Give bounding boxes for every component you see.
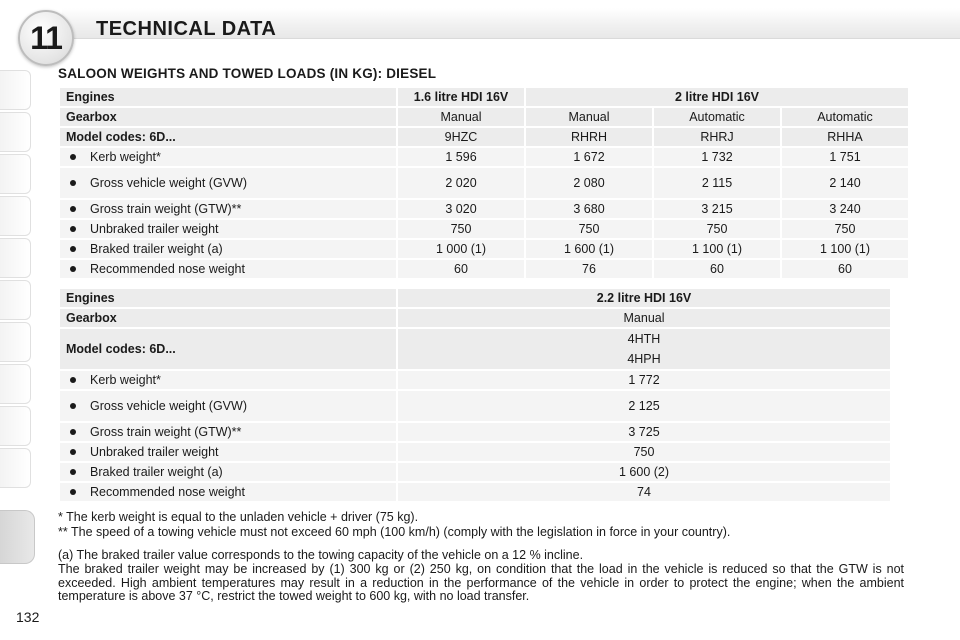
section-title: SALOON WEIGHTS AND TOWED LOADS (IN KG): DIESEL [58, 66, 437, 81]
diesel-weights-table-1 [58, 86, 910, 280]
bullet-icon [70, 403, 76, 409]
side-tab[interactable] [0, 448, 31, 488]
bullet-icon [70, 266, 76, 272]
row-label [60, 391, 396, 421]
value-cell: 750 [526, 220, 652, 238]
value-cell: 3 725 [398, 423, 890, 441]
value-cell: 2 115 [654, 168, 780, 198]
bullet-icon [70, 154, 76, 160]
value-cell: 1 600 (2) [398, 463, 890, 481]
page-title: TECHNICAL DATA [96, 18, 277, 40]
model-codes-label: Model codes: 6D... [60, 329, 396, 369]
value-cell: 74 [398, 483, 890, 501]
footnote-braked-a: (a) The braked trailer value corresponds to the towing capacity of the vehicle on a 12 % incline. [58, 548, 584, 562]
model-code-cell: RHRJ [654, 128, 780, 146]
value-cell: 2 140 [782, 168, 908, 198]
row-label-text: Kerb weight* [90, 373, 161, 387]
row-label-text: Gross vehicle weight (GVW) [90, 176, 247, 190]
bullet-icon [70, 246, 76, 252]
row-label [60, 240, 396, 258]
value-cell: 750 [654, 220, 780, 238]
value-cell: 2 125 [398, 391, 890, 421]
side-tab[interactable] [0, 154, 31, 194]
side-tab[interactable] [0, 112, 31, 152]
row-label [60, 168, 396, 198]
gearbox-cell: Automatic [654, 108, 780, 126]
value-cell: 60 [654, 260, 780, 278]
table-row [60, 260, 908, 278]
side-tab[interactable] [0, 196, 31, 236]
table-row [60, 391, 890, 421]
row-label [60, 148, 396, 166]
row-label-text: Gross vehicle weight (GVW) [90, 399, 247, 413]
footnote-speed: ** The speed of a towing vehicle must not exceed 60 mph (100 km/h) (comply with the legislation in force in your country). [58, 525, 731, 539]
row-label [60, 260, 396, 278]
footnote-braked-increase: The braked trailer weight may be increased by (1) 300 kg or (2) 250 kg, on condition that the load in the vehicle is reduced so that the GTW is not exceeded. High ambient temperatures may result in a reduction in the performance of the vehicle in order to protect the engine; when the ambient temperature is above 37 °C, restrict the towed weight to 600 kg, with no load transfer. [58, 562, 904, 603]
row-label-text: Unbraked trailer weight [90, 222, 219, 236]
gearbox-label: Gearbox [60, 108, 396, 126]
side-tab[interactable] [0, 406, 31, 446]
footnotes [58, 510, 904, 604]
table-row [60, 463, 890, 481]
gearbox-cell: Manual [398, 309, 890, 327]
chapter-badge: 11 [18, 10, 74, 66]
value-cell: 1 600 (1) [526, 240, 652, 258]
bullet-icon [70, 429, 76, 435]
row-label-text: Recommended nose weight [90, 485, 245, 499]
row-label-text: Recommended nose weight [90, 262, 245, 276]
row-label [60, 423, 396, 441]
value-cell: 3 215 [654, 200, 780, 218]
row-label-text: Unbraked trailer weight [90, 445, 219, 459]
value-cell: 1 672 [526, 148, 652, 166]
value-cell: 750 [782, 220, 908, 238]
row-label-text: Gross train weight (GTW)** [90, 425, 242, 439]
gearbox-cell: Automatic [782, 108, 908, 126]
side-tab[interactable] [0, 70, 31, 110]
side-tab[interactable] [0, 280, 31, 320]
table-row-gearbox [60, 108, 908, 126]
value-cell: 60 [782, 260, 908, 278]
model-code: 4HTH [627, 332, 661, 346]
side-tab[interactable] [0, 322, 31, 362]
value-cell: 750 [398, 443, 890, 461]
value-cell: 1 732 [654, 148, 780, 166]
bullet-icon [70, 377, 76, 383]
diesel-weights-table-2 [58, 287, 892, 503]
value-cell: 1 000 (1) [398, 240, 524, 258]
table-row [60, 168, 908, 198]
table-row-engines [60, 88, 908, 106]
value-cell: 76 [526, 260, 652, 278]
side-tab-active[interactable] [0, 510, 35, 564]
row-label-text: Gross train weight (GTW)** [90, 202, 242, 216]
footnote-kerb: * The kerb weight is equal to the unladen vehicle + driver (75 kg). [58, 510, 419, 524]
table-row-model-codes [60, 329, 890, 369]
engine-cell: 2.2 litre HDI 16V [398, 289, 890, 307]
table-row [60, 240, 908, 258]
row-label-text: Braked trailer weight (a) [90, 465, 223, 479]
gearbox-cell: Manual [526, 108, 652, 126]
engine-cell: 1.6 litre HDI 16V [398, 88, 524, 106]
model-code: 4HPH [627, 352, 661, 366]
engines-label: Engines [60, 289, 396, 307]
table-row-engines [60, 289, 890, 307]
value-cell: 3 020 [398, 200, 524, 218]
gearbox-cell: Manual [398, 108, 524, 126]
row-label [60, 443, 396, 461]
row-label-text: Kerb weight* [90, 150, 161, 164]
value-cell: 1 596 [398, 148, 524, 166]
row-label [60, 371, 396, 389]
side-tab[interactable] [0, 238, 31, 278]
row-label [60, 483, 396, 501]
side-tab[interactable] [0, 364, 31, 404]
row-label [60, 463, 396, 481]
value-cell: 1 100 (1) [654, 240, 780, 258]
table-row [60, 371, 890, 389]
value-cell: 60 [398, 260, 524, 278]
row-label [60, 200, 396, 218]
bullet-icon [70, 206, 76, 212]
page-header [0, 0, 960, 60]
table-row [60, 443, 890, 461]
model-code-cell: 9HZC [398, 128, 524, 146]
model-code-cell [398, 329, 890, 369]
engine-cell: 2 litre HDI 16V [526, 88, 908, 106]
value-cell: 3 240 [782, 200, 908, 218]
table-row-gearbox [60, 309, 890, 327]
bullet-icon [70, 489, 76, 495]
model-codes-label: Model codes: 6D... [60, 128, 396, 146]
value-cell: 1 100 (1) [782, 240, 908, 258]
table-row [60, 148, 908, 166]
value-cell: 2 080 [526, 168, 652, 198]
table-row [60, 423, 890, 441]
page-number: 132 [16, 609, 40, 625]
row-label [60, 220, 396, 238]
value-cell: 1 751 [782, 148, 908, 166]
chapter-side-tabs [0, 70, 34, 570]
row-label-text: Braked trailer weight (a) [90, 242, 223, 256]
bullet-icon [70, 469, 76, 475]
gearbox-label: Gearbox [60, 309, 396, 327]
value-cell: 3 680 [526, 200, 652, 218]
table-row [60, 220, 908, 238]
value-cell: 2 020 [398, 168, 524, 198]
value-cell: 750 [398, 220, 524, 238]
bullet-icon [70, 180, 76, 186]
model-code-cell: RHHA [782, 128, 908, 146]
bullet-icon [70, 449, 76, 455]
table-row-model-codes [60, 128, 908, 146]
table-row [60, 200, 908, 218]
engines-label: Engines [60, 88, 396, 106]
value-cell: 1 772 [398, 371, 890, 389]
model-code-cell: RHRH [526, 128, 652, 146]
table-row [60, 483, 890, 501]
bullet-icon [70, 226, 76, 232]
